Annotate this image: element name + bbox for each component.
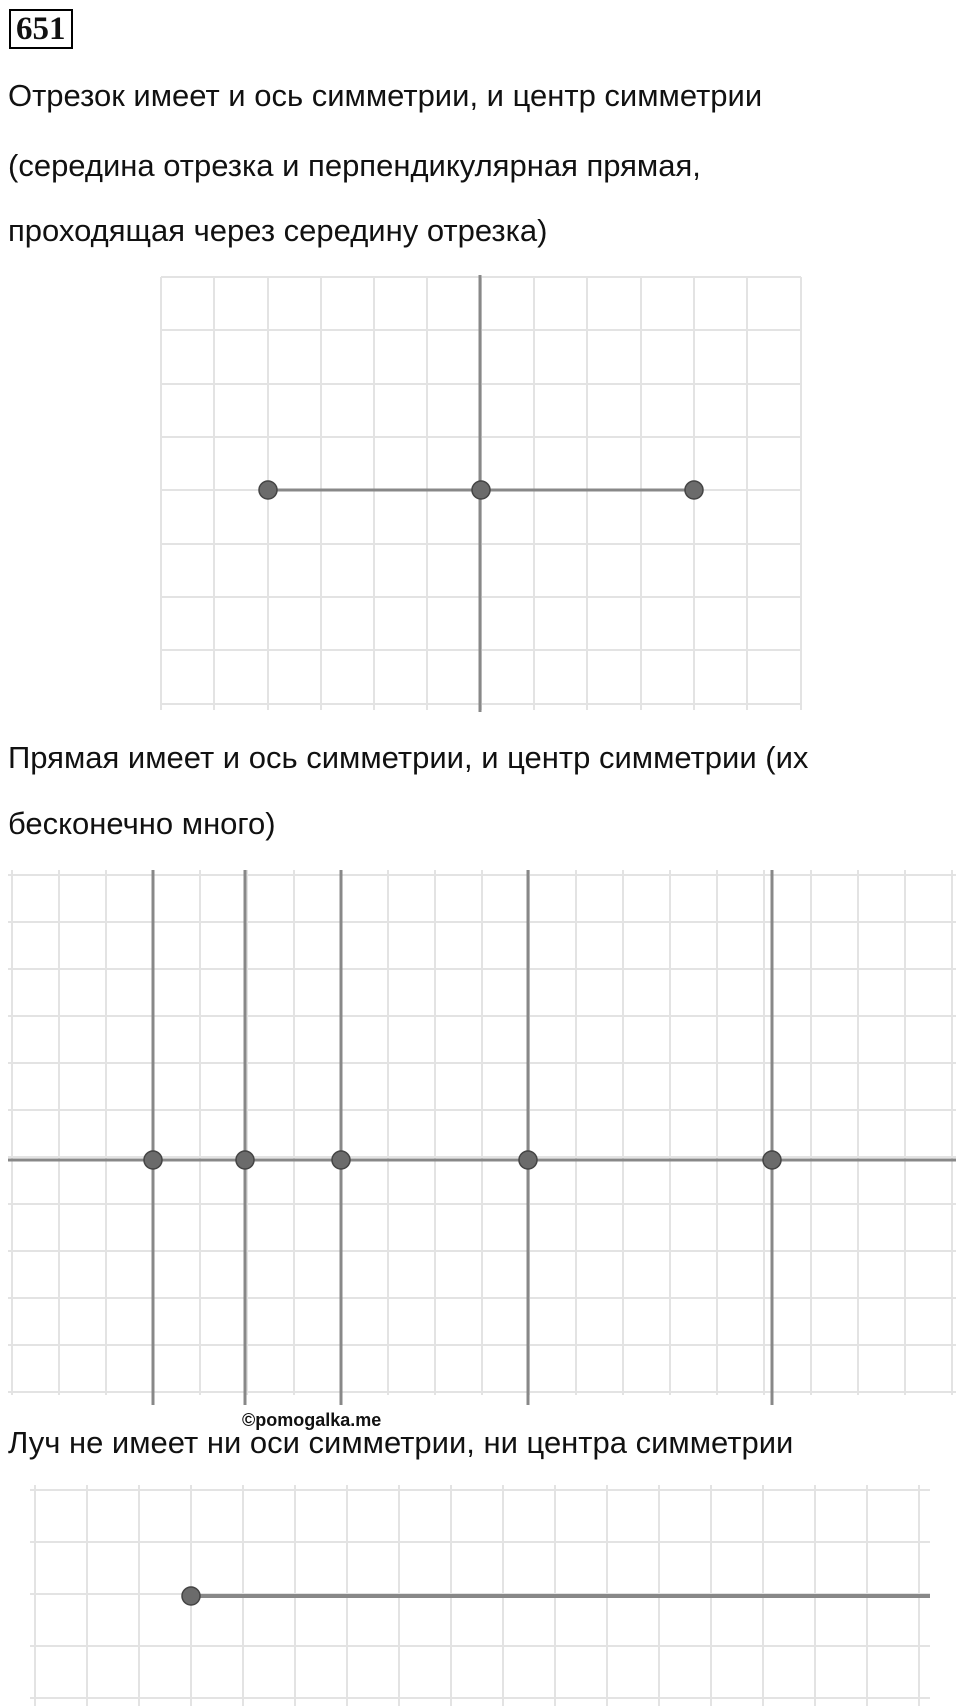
line-text-line-1: Прямая имеет и ось симметрии, и центр симметрии (их (8, 740, 809, 775)
ray-text-line-1: Луч не имеет ни оси симметрии, ни центра симметрии (8, 1425, 794, 1460)
segment-text-line-3: проходящая через середину отрезка) (8, 213, 548, 248)
segment-endpoint-right (685, 481, 703, 499)
line-grid (8, 870, 956, 1395)
segment-text-line-1: Отрезок имеет и ось симметрии, и центр симметрии (8, 78, 763, 113)
segment-text-line-2: (середина отрезка и перпендикулярная прямая, (8, 148, 701, 183)
task-number: 651 (9, 9, 73, 49)
segment-figure (161, 275, 801, 712)
center-point-5 (763, 1151, 781, 1169)
center-point-3 (332, 1151, 350, 1169)
ray-origin (182, 1587, 200, 1605)
line-text-line-2: бесконечно много) (8, 806, 276, 841)
center-point-1 (144, 1151, 162, 1169)
watermark: ©pomogalka.me (242, 1410, 382, 1430)
segment-endpoint-left (259, 481, 277, 499)
line-figure (8, 870, 956, 1405)
segment-midpoint (472, 481, 490, 499)
center-point-2 (236, 1151, 254, 1169)
center-point-4 (519, 1151, 537, 1169)
ray-figure (30, 1485, 930, 1706)
